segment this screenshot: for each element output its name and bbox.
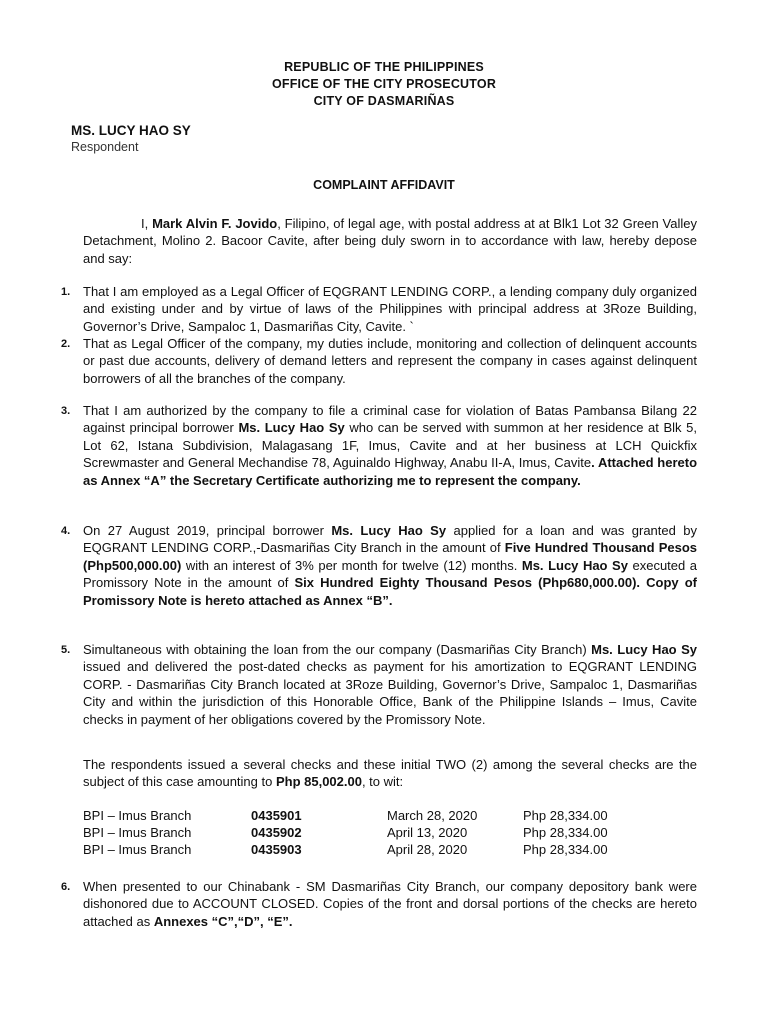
check-date: April 28, 2020 <box>387 842 468 857</box>
paragraph-3 <box>83 402 697 489</box>
check-number: 0435901 <box>251 808 302 823</box>
paragraph-1 <box>83 283 697 335</box>
paragraph-text: executed a Promissory Note in the amount of <box>83 557 698 591</box>
paragraph-text: That as Legal Officer of the company, my duties include, monitoring and collection of delinquent accounts or past due accounts, delivery of demand letters and represent the company in cases against delinquent borrowers of all the branches of the company. <box>83 336 697 386</box>
paragraph-text: who can be served with summon at her residence at Blk 5, Lot 62, Istana Subdivision, Malagasang 1F, Imus, Cavite and at her business at LCH Quickfix Screwmaster and General Mechandise 78, Aguinaldo Highway, Anabu II-A, Imus, Cavite <box>83 420 698 471</box>
borrower-name: Ms. Lucy Hao Sy <box>521 557 628 573</box>
intro-text: I, <box>141 216 153 231</box>
document-title: COMPLAINT AFFIDAVIT <box>313 178 455 192</box>
check-bank: BPI – Imus Branch <box>83 842 192 857</box>
total-amount: Php 85,002.00 <box>275 774 362 790</box>
item-number: 2. <box>61 338 71 350</box>
paragraph-text: Simultaneous with obtaining the loan from the our company (Dasmariñas City Branch) <box>83 642 592 657</box>
paragraph-text: , to wit: <box>361 774 404 790</box>
check-amount: Php 28,334.00 <box>523 842 608 857</box>
paragraph-text: The respondents issued a several checks and these initial TWO (2) among the several checks are the subject of this case amounting to <box>83 757 697 790</box>
item-number: 4. <box>61 525 71 537</box>
paragraph-4 <box>83 522 697 609</box>
item-number: 3. <box>61 405 71 417</box>
check-number: 0435902 <box>251 825 302 840</box>
paragraph-text: On 27 August 2019, principal borrower <box>83 523 332 538</box>
borrower-name: Ms. Lucy Hao Sy <box>238 420 345 436</box>
affiant-name: Mark Alvin F. Jovido <box>152 216 278 231</box>
header-office: OFFICE OF THE CITY PROSECUTOR <box>271 77 497 91</box>
paragraph-6 <box>83 878 697 930</box>
paragraph-5 <box>83 641 697 728</box>
borrower-name: Ms. Lucy Hao Sy <box>331 523 447 538</box>
annexes-note: Annexes “C”,“D”, “E”. <box>153 913 293 929</box>
paragraph-text: applied for a loan and was granted by EQGRANT LENDING CORP.,-Dasmariñas City Branch in the amount of <box>83 523 698 556</box>
paragraph-text: issued and delivered the post-dated checks as payment for his amortization to EQGRANT LENDING CORP. - Dasmariñas City Branch located at 3Roze Building, Governor’s Drive, Sampaloc 1, Dasmariñas City and within the jurisdiction of this Honorable Office, Bank of the Philippine Islands – Imus, Cavite checks in payment of her obligations covered by the Promissory Note. <box>83 659 697 727</box>
header-city: CITY OF DASMARIÑAS <box>313 94 455 108</box>
intro-text: , Filipino, of legal age, with postal address at at Blk1 Lot 32 Green Valley Detachment, Molino 2. Bacoor Cavite, after being duly sworn in to accordance with law, hereby depose and say: <box>83 216 697 266</box>
check-date: April 13, 2020 <box>387 825 468 840</box>
promissory-note-amount: Six Hundred Eighty Thousand Pesos (Php680,000.00). Copy of Promissory Note is hereto attached as Annex “B”. <box>83 575 698 608</box>
check-amount: Php 28,334.00 <box>523 825 608 840</box>
loan-amount: Five Hundred Thousand Pesos (Php500,000.00) <box>83 540 697 573</box>
paragraph-text: When presented to our Chinabank - SM Dasmariñas City Branch, our company depository bank were dishonored due to ACCOUNT CLOSED. Copies of the front and dorsal portions of the checks are hereto attached as <box>83 879 697 929</box>
respondent-name: MS. LUCY HAO SY <box>71 123 191 138</box>
item-number: 5. <box>61 644 71 656</box>
item-number: 6. <box>61 881 71 893</box>
borrower-name: Ms. Lucy Hao Sy <box>591 642 697 657</box>
header-republic: REPUBLIC OF THE PHILIPPINES <box>284 60 484 74</box>
paragraph-text: That I am authorized by the company to file a criminal case for violation of Batas Pambansa Bilang 22 against principal borrower <box>83 403 697 436</box>
paragraph-5-checks-intro <box>83 756 697 791</box>
item-number: 1. <box>61 286 71 298</box>
respondent-role: Respondent <box>71 140 139 154</box>
paragraph-text: with an interest of 3% per month for twelve (12) months. <box>181 557 522 573</box>
paragraph-2 <box>83 335 697 387</box>
check-bank: BPI – Imus Branch <box>83 808 192 823</box>
annex-a-note: . Attached hereto as Annex “A” the Secretary Certificate authorizing me to represent the company. <box>83 455 698 488</box>
check-amount: Php 28,334.00 <box>523 808 608 823</box>
intro-paragraph <box>83 215 697 267</box>
check-bank: BPI – Imus Branch <box>83 825 192 840</box>
paragraph-text: That I am employed as a Legal Officer of EQGRANT LENDING CORP., a lending company duly organized and existing under and by virtue of laws of the Philippines with principal address at 3Roze Building, Governor’s Drive, Sampaloc 1, Dasmariñas City, Cavite. ` <box>83 284 697 334</box>
check-date: March 28, 2020 <box>387 808 478 823</box>
check-number: 0435903 <box>251 842 302 857</box>
